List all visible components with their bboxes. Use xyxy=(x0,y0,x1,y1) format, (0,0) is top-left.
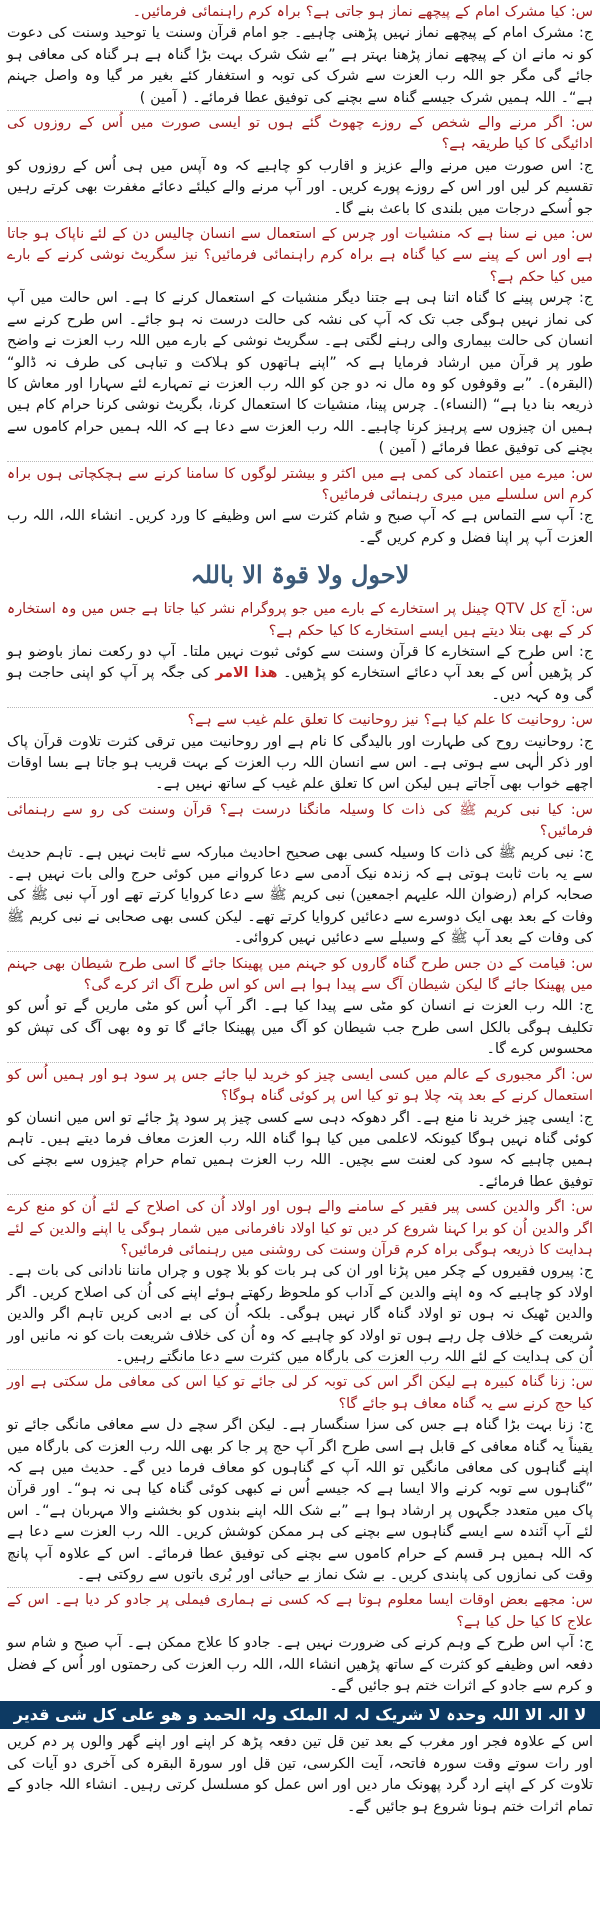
wazifa-heading: لاحول ولا قوۃ الا باللہ xyxy=(190,560,410,590)
answer-4: ج: آپ سے التماس ہے کہ آپ صبح و شام کثرت سے اس وظیفے کا ورد کریں۔ انشاء اللہ، اللہ رب العزت آپ پر اپنا فضل و کرم کریں گے۔ xyxy=(7,508,593,546)
wazifa-banner: لا الہ الا اللہ وحدہ لا شریک لہ لہ الملک ولہ الحمد و ھو علی کل شی قدیر xyxy=(0,1701,600,1729)
question-9: س: اگر مجبوری کے عالم میں کسی ایسی چیز کو خرید لیا جائے جس پر سود ہو اور ہمیں اُس کو استعمال کرنے کے بعد پتہ چلا ہو تو کیا اس پر کوئی گناہ ہوگا؟ xyxy=(7,1066,593,1105)
question-12: س: مجھے بعض اوقات ایسا معلوم ہوتا ہے کہ کسی نے ہماری فیملی پر جادو کر دیا ہے۔ اس کے علاج کا کیا حل کیا ہے؟ xyxy=(7,1592,593,1630)
divider xyxy=(7,707,593,708)
answer-11: ج: زنا بہت بڑا گناہ ہے جس کی سزا سنگسار ہے۔ لیکن اگر سچے دل سے معافی مانگی جائے تو یقیناً یہ گناہ معافی کے قابل ہے اسی طرح اگر آپ حج پر جا کر بھی اللہ رب العزت کی بارگاہ میں اپنے گناہوں کی معافی مانگیں تو اللہ آپ کے گناہوں کو معاف فرما دیں گے۔ حدیث میں ہے کہ ”گناہوں سے توبہ کرنے والا ایسا ہے کہ جیسے اُس نے کبھی کوئی گناہ کیا ہی نہ ہو“۔ اور قرآن پاک میں متعدد جگہوں پر ارشاد ہوا ہے ”بے شک اللہ اپنے بندوں کو بخشنے والا مہربان ہے“۔ اس لئے آپ آئندہ سے ایسے گناہوں سے بچنے کی ہر ممکن کوشش کریں۔ اللہ رب العزت سے دعا ہے کہ اللہ ہمیں ہر قسم کے حرام کاموں سے بچنے کی توفیق عطا فرمائے۔ اس کے علاوہ آپ پانچ وقت کی نمازوں کی پابندی کریں۔ بے شک نماز بے حیائی اور بُری باتوں سے روکتی ہے۔ xyxy=(7,1417,593,1584)
question-3: س: میں نے سنا ہے کہ منشیات اور چرس کے استعمال سے انسان چالیس دن کے لئے ناپاک ہو جاتا ہے اور اس کے پینے سے کیا گناہ ہے براہ کرم راہنمائی فرمائیں؟ نیز سگریٹ نوشی کرنے کے بارے میں کیا حکم ہے؟ xyxy=(7,226,593,285)
question-2: س: اگر مرنے والے شخص کے روزے چھوٹ گئے ہوں تو ایسی صورت میں اُس کے روزوں کی ادائیگی کا کیا طریقہ ہے؟ xyxy=(7,115,593,153)
divider xyxy=(7,797,593,798)
divider xyxy=(7,1587,593,1588)
answer-10: ج: پیروں فقیروں کے چکر میں پڑنا اور ان کی ہر بات کو بلا چوں و چراں ماننا نادانی کی بات ہے۔ اولاد کو چاہیے کہ وہ اپنے والدین کے آداب کو ملحوظ رکھتے ہوئے اپنے کی اُن کی اصلاح کریں۔ اگر والدین ٹھیک نہ ہوں تو اولاد گناہ گار نہیں ہوگی۔ بلکہ اُن کی بے ادبی کریں تاہم اگر والدین شریعت کے خلاف چل رہے ہوں تو اولاد کو چاہیے کہ وہ اُن کی خلاف شریعت بات کو نہ مانیں اور اُن کی ہدایت کے لئے اللہ رب العزت کی بارگاہ میں کثرت سے دعا مانگتے رہیں۔ xyxy=(7,1263,593,1365)
divider xyxy=(7,1369,593,1370)
question-10: س: اگر والدین کسی پیر فقیر کے سامنے والے ہوں اور اولاد اُن کی اصلاح کے لئے اُن کو منع کرے اگر والدین اُن کو برا کہنا شروع کر دیں تو کیا اولاد نافرمانی میں شمار ہوگی یا اپنے والدین کے لئے ہدایت کا ذریعہ ہوگی براہ کرم قرآن وسنت کی روشنی میں رہنمائی فرمائیں؟ xyxy=(7,1199,593,1258)
divider xyxy=(7,951,593,952)
answer-3: ج: چرس پینے کا گناہ اتنا ہی ہے جتنا دیگر منشیات کے استعمال کرنے کا ہے۔ اس حالت میں آپ کی نماز نہیں ہوگی جب تک کہ آپ کی نشہ کی حالت درست نہ ہو جائے۔ اس طرح کرنے سے انسان کی حالت بیماری والی رہنے لگتی ہے۔ سگریٹ نوشی کے بارے میں اللہ رب العزت نے واضح طور پر قرآن میں ارشاد فرمایا ہے کہ ”اپنے ہاتھوں کو ہلاکت و تباہی کی طرف نہ ڈالو“ (البقرہ)۔ ”بے وقوفوں کو وہ مال نہ دو جن کو اللہ رب العزت نے تمہارے لئے سہارا اور معاش کا ذریعہ بنا دیا ہے“ (النساء)۔ چرس پینا، منشیات کا استعمال کرنا، بگریٹ نوشی کرنا حرام کام ہیں ہمیں ان چیزوں سے پرہیز کرنا چاہیے۔ اللہ رب العزت سے دعا ہے کہ اللہ ہمیں حرام کاموں سے بچنے کی توفیق عطا فرمائے ( آمین ) xyxy=(7,290,593,457)
answer-5-highlight: ھذا الامر xyxy=(215,665,278,682)
question-7: س: کیا نبی کریم ﷺ کی ذات کا وسیلہ مانگنا درست ہے؟ قرآن وسنت کی رو سے رہنمائی فرمائیں؟ xyxy=(7,801,593,840)
divider xyxy=(7,110,593,111)
answer-9: ج: ایسی چیز خرید نا منع ہے۔ اگر دھوکہ دہی سے کسی چیز پر سود پڑ جائے تو اس میں انسان کو کوئی گناہ نہیں ہوگا کیونکہ لاعلمی میں کیا ہوا گناہ اللہ رب العزت معاف فرما دیتے ہیں۔ تاہم ہمیں چاہیے کہ سود کی لعنت سے بچیں۔ اللہ رب العزت ہمیں تمام حرام چیزوں سے بچنے کی توفیق عطا فرمائے۔ xyxy=(7,1109,593,1190)
divider xyxy=(7,461,593,462)
closing-note: اس کے علاوہ فجر اور مغرب کے بعد تین قل تین دفعہ پڑھ کر اپنے اور اپنے گھر والوں پر دم کریں اور رات سوتے وقت سورہ فاتحہ، آیت الکرسی، تین قل اور سورۃ البقرہ کی آخری دو آیات کی تلاوت کر کے اپنے ارد گرد پھونک مار دیں اور اس عمل کو مسلسل کرتی رہیں۔ انشاء اللہ جادو کے تمام اثرات ختم ہونا شروع ہو جائیں گے۔ xyxy=(7,1734,593,1815)
answer-6: ج: روحانیت روح کی طہارت اور بالیدگی کا نام ہے اور روحانیت میں ترقی کثرت تلاوت قرآن پاک اور ذکر الٰہی سے ہوتی ہے۔ اس سے انسان اللہ رب العزت کے بہت قریب ہو جاتا ہے بسا اوقات اچھے خواب بھی آجاتے ہیں لیکن اس کا تعلق علم غیب کے ساتھ نہیں ہے۔ xyxy=(7,733,593,793)
answer-1: ج: مشرک امام کے پیچھے نماز نہیں پڑھنی چاہیے۔ جو امام قرآن وسنت یا توحید وسنت کی دعوت کو نہ مانے ان کے پیچھے نماز پڑھنا بہتر ہے ”بے شک شرک بہت بڑا گناہ ہے ہر گناہ کی معافی ہو جائے گی مگر جو اللہ رب العزت سے شرک کی توبہ و استغفار کئے بغیر مر گیا وہ واصل جہنم ہے“۔ اللہ ہمیں شرک جیسے گناہ سے بچنے کی توفیق عطا فرمائے۔ ( آمین ) xyxy=(7,25,593,106)
divider xyxy=(7,1062,593,1063)
answer-7: ج: نبی کریم ﷺ کی ذات کا وسیلہ کسی بھی صحیح احادیث مبارکہ سے ثابت نہیں ہے۔ تاہم حدیث سے یہ بات ثابت ہوتی ہے کہ زندہ نیک آدمی سے دعا کروانے میں کوئی حرج والی بات نہیں ہے۔ صحابہ کرام (رضوان اللہ علیہم اجمعین) نبی کریم ﷺ سے دعا کروایا کرتے تھے اور آپ نبی ﷺ کی وفات کے بعد بھی ایک دوسرے سے دعائیں کروایا کرتے تھے۔ لیکن کسی بھی صحابی نے نبی کریم ﷺ کی وفات کے بعد آپ ﷺ کے وسیلے سے دعائیں نہیں کروائی۔ xyxy=(7,844,593,947)
divider xyxy=(7,221,593,222)
answer-5 xyxy=(7,642,593,706)
question-1: س: کیا مشرک امام کے پیچھے نماز ہو جاتی ہے؟ براہ کرم راہنمائی فرمائیں۔ xyxy=(132,4,593,20)
question-6: س: روحانیت کا علم کیا ہے؟ نیز روحانیت کا تعلق علم غیب سے ہے؟ xyxy=(187,712,593,729)
question-4: س: میرے میں اعتماد کی کمی ہے میں اکثر و بیشتر لوگوں کا سامنا کرنے سے ہچکچاتی ہوں براہ کرم اس سلسلے میں میری رہنمائی فرمائیں؟ xyxy=(7,465,593,503)
answer-5-tail: کی جگہ پر آپ کو اپنی حاجت ہو گی وہ کہہ دیں۔ xyxy=(7,665,593,703)
fatwa-page xyxy=(7,0,593,1818)
divider xyxy=(7,1194,593,1195)
answer-12: ج: آپ اس طرح کے وہم کرنے کی ضرورت نہیں ہے۔ جادو کا علاج ممکن ہے۔ آپ صبح و شام سو دفعہ اس وظیفے کو کثرت کے ساتھ پڑھیں انشاء اللہ، اللہ رب العزت کی رحمتوں اور اُس کے فضل و کرم سے جادو کے اثرات ختم ہو جائیں گے۔ xyxy=(7,1635,593,1695)
question-11: س: زنا گناہ کبیرہ ہے لیکن اگر اس کی توبہ کر لی جائے تو کیا اس کی معافی مل سکتی ہے اور کیا حج کرنے سے یہ گناہ معاف ہو جائے گا؟ xyxy=(7,1374,593,1412)
answer-2: ج: اس صورت میں مرنے والے عزیز و اقارب کو چاہیے کہ وہ آپس میں ہی اُس کے روزوں کو تقسیم کر لیں اور اس کے روزے پورے کریں۔ اور آپ مرنے والے کیلئے دعائے مغفرت بھی کرتے رہیں جو اُسکے درجات میں بلندی کا باعث بنے گا۔ xyxy=(7,157,593,217)
question-8: س: قیامت کے دن جس طرح گناہ گاروں کو جہنم میں پھینکا جائے گا اسی طرح شیطان بھی جہنم میں پھینکا جائے گا لیکن شیطان آگ سے پیدا ہوا ہے اس کو اس طرح آگ اثر کرے گی؟ xyxy=(7,955,593,994)
answer-5-text: ج: اس طرح کے استخارے کا قرآن وسنت سے کوئی ثبوت نہیں ملتا۔ آپ دو رکعت نماز باوضو ہو کر پڑھیں اُس کے بعد آپ دعائے استخارے کو پڑھیں۔ xyxy=(7,643,593,682)
question-5: س: آج کل QTV چینل پر استخارے کے بارے میں جو پروگرام نشر کیا جاتا ہے جس میں وہ استخارہ کر کے بھی بتلا دیتے ہیں ایسے استخارے کا کیا حکم ہے؟ xyxy=(7,601,593,639)
answer-8: ج: اللہ رب العزت نے انسان کو مٹی سے پیدا کیا ہے۔ اگر آپ اُس کو مٹی ماریں گے تو اُس کو تکلیف ہوگی بالکل اسی طرح جب شیطان کو آگ میں پھینکا جائے گا تو وہ بھی آگ کی تپش کو محسوس کرے گا۔ xyxy=(7,998,593,1058)
